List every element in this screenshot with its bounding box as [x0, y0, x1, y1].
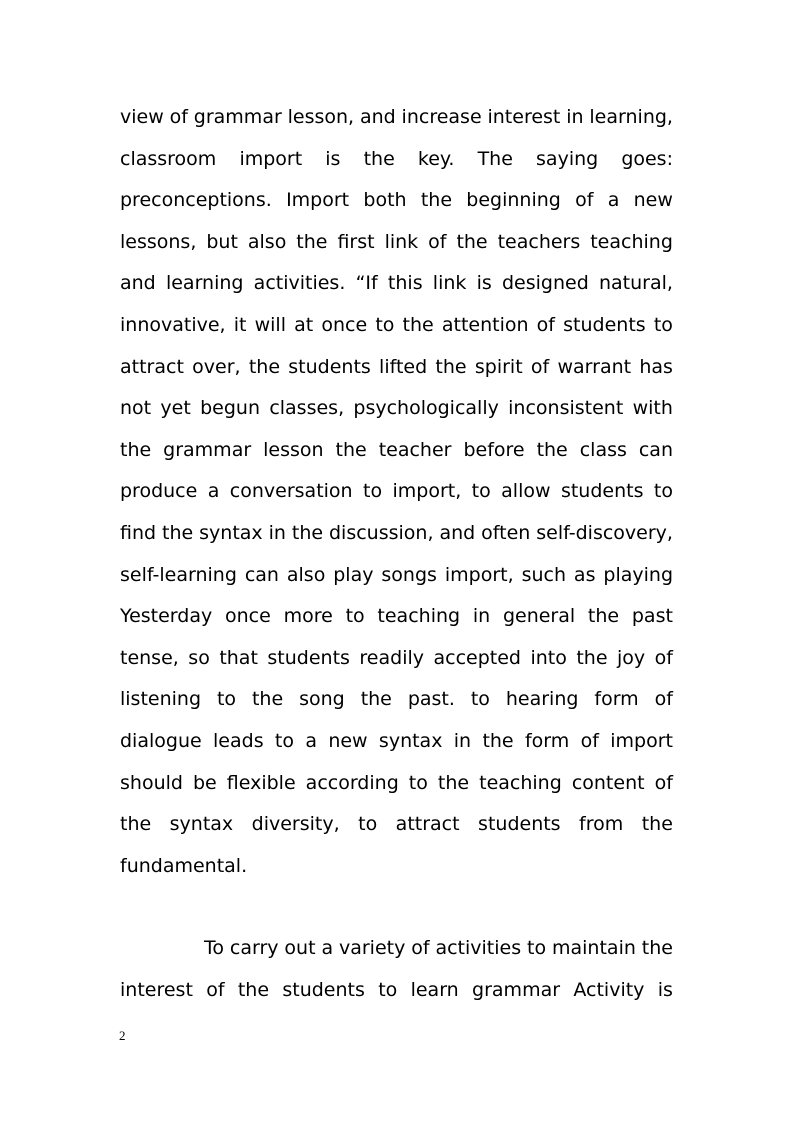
text-line: preconceptions. Import both the beginning of a new — [120, 189, 673, 212]
text-line: attract over, the students lifted the spirit of warrant has — [120, 355, 673, 378]
text-line: should be flexible according to the teaching content of — [120, 771, 673, 794]
text-line: and learning activities. “If this link is designed natural, — [120, 272, 673, 295]
text-line: Yesterday once more to teaching in general the past — [120, 605, 673, 628]
text-line: lessons, but also the first link of the teachers teaching — [120, 230, 673, 253]
text-line: listening to the song the past. to hearing form of — [120, 688, 673, 711]
text-line: the syntax diversity, to attract students from the — [120, 813, 673, 836]
text-line: find the syntax in the discussion, and often self-discovery, — [120, 522, 673, 544]
text-line: interest of the students to learn grammar Activity is — [120, 979, 673, 1001]
text-line: not yet begun classes, psychologically inconsistent with — [120, 397, 673, 420]
page-number: 2 — [119, 1028, 126, 1043]
text-line: To carry out a variety of activities to maintain the — [204, 937, 673, 959]
text-line: tense, so that students readily accepted into the joy of — [120, 646, 673, 669]
text-line: produce a conversation to import, to allow students to — [120, 480, 673, 503]
text-line: the grammar lesson the teacher before the class can — [120, 438, 673, 461]
text-line: fundamental. — [120, 854, 248, 877]
text-line: view of grammar lesson, and increase interest in learning, — [120, 106, 673, 128]
text-line: classroom import is the key. The saying goes: — [120, 147, 673, 170]
text-line: innovative, it will at once to the attention of students to — [120, 314, 673, 336]
text-line: self-learning can also play songs import, such as playing — [120, 563, 673, 586]
text-line: dialogue leads to a new syntax in the form of import — [120, 730, 673, 752]
